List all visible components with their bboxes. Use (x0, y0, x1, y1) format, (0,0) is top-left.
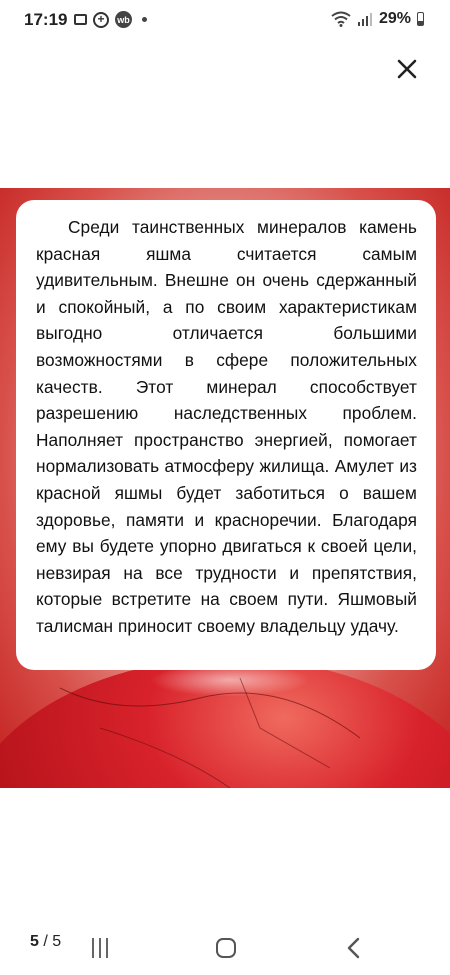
wb-icon: wb (115, 11, 132, 28)
status-time: 17:19 (24, 10, 68, 29)
navigation-bar (0, 926, 450, 972)
dot-icon (142, 17, 147, 22)
home-button[interactable] (216, 938, 236, 958)
wifi-icon (331, 11, 351, 27)
stone-cracks (0, 658, 450, 788)
battery-icon (417, 12, 424, 26)
article-paragraph: Среди таинственных минералов камень красная яшма считается самым удивительным. Внешне он очень сдержанный и спокойный, а по своим характеристикам выгодно отличается большими возможностями в сфере положительных качеств. Этот минерал способствует разрешению наследственных проблем. Наполняет пространство энергией, помогает нормализовать атмосферу жилища. Амулет из красной яшмы будет заботиться о вашем здоровье, памяти и красноречии. Благодаря ему вы будете упорно двигаться к своей цели, невзирая на все трудности и препятствия, которые встретите на своем пути. Яшмовый талисман приносит своему владельцу удачу. (36, 217, 417, 636)
status-bar (0, 0, 450, 40)
signal-icon (357, 11, 373, 27)
page-current: 5 (30, 933, 39, 950)
close-button[interactable] (390, 52, 424, 86)
system-icons (331, 10, 424, 28)
text-card (16, 200, 436, 670)
article-image (0, 188, 450, 788)
close-icon (390, 52, 424, 86)
battery-level: 29% (378, 10, 411, 27)
image-icon (74, 14, 87, 25)
back-button[interactable] (343, 936, 365, 960)
plus-circle-icon: + (93, 12, 109, 28)
notification-icons (74, 11, 147, 28)
recent-apps-button[interactable] (92, 938, 114, 958)
page-total: / 5 (43, 933, 62, 950)
